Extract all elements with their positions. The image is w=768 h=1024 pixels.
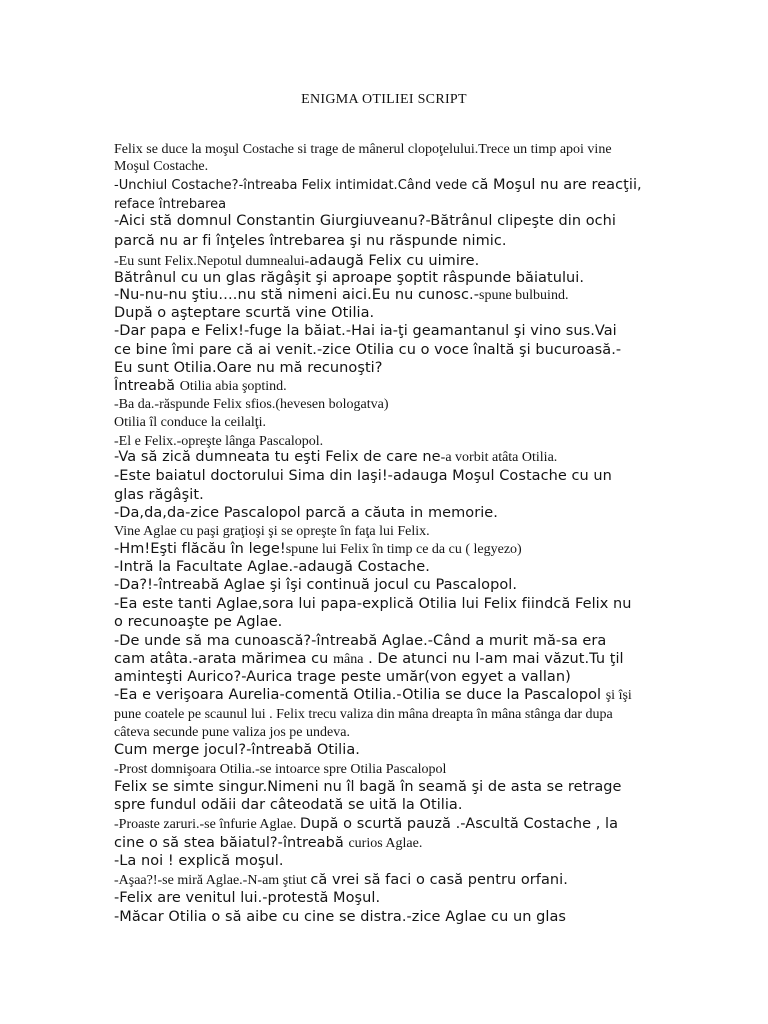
script-line-text: După o aşteptare scurtă vine Otilia.	[114, 305, 375, 321]
script-line-text: cam atâta.-arata mărimea cu	[114, 651, 334, 667]
script-line-text: Felix se simte singur.Nimeni nu îl bagă în seamă şi de asta se retrage	[114, 779, 622, 795]
script-line	[114, 467, 612, 485]
script-line-text: -Este baiatul doctorului Sima din Iaşi!-adauga Moşul Costache cu un	[114, 468, 612, 484]
script-line	[114, 760, 446, 778]
script-line	[114, 486, 204, 504]
script-line	[114, 232, 507, 250]
script-line-text: -Eu sunt Felix.Nepotul dumnealui-	[114, 254, 310, 269]
script-line	[114, 741, 360, 759]
script-line-text: -Intră la Facultate Aglae.-adaugă Costache.	[114, 559, 430, 575]
script-line	[114, 595, 632, 613]
script-line	[114, 796, 463, 814]
script-line-text: reface întrebarea	[114, 197, 227, 212]
script-line-text: câteva secunde pune valiza jos pe undeva.	[114, 725, 350, 740]
script-line	[114, 576, 517, 594]
script-line-text: Eu sunt Otilia.Oare nu mă recunoşti?	[114, 360, 383, 376]
script-line-text: spre fundul odăii dar câteodată se uită la Otilia.	[114, 797, 463, 813]
script-line-text: Moşul Costache.	[114, 159, 209, 174]
script-line	[114, 723, 350, 741]
script-line	[114, 286, 568, 304]
script-line-text: -Proaste zaruri.-se înfurie Aglae.	[114, 817, 300, 832]
script-line	[114, 558, 430, 576]
script-line-text: mâna	[333, 652, 364, 667]
script-line	[114, 778, 621, 796]
script-line-text: Bătrânul cu un glas răgâşit şi aproape şoptit râspunde băiatului.	[114, 270, 584, 286]
script-line-text: -a vorbit atâta Otilia.	[440, 450, 558, 465]
script-line-text: -Ea este tanti Aglae,sora lui papa-explică Otilia lui Felix fiindcă Felix nu	[114, 596, 632, 612]
script-line-text: curios Aglae.	[348, 836, 423, 851]
script-line-text: parcă nu ar fi înţeles întrebarea şi nu răspunde nimic.	[114, 233, 507, 249]
script-line	[114, 522, 430, 540]
script-line-text: -Aici stă domnul Constantin Giurgiuveanu?-Bătrânul clipeşte din ochi	[114, 213, 616, 229]
script-line	[114, 852, 283, 870]
script-line	[114, 359, 383, 377]
script-line-text: Vine Aglae cu paşi graţioşi şi se opreşte în faţa lui Felix.	[114, 524, 430, 539]
script-line-text: -Va să zică dumneata tu eşti Felix de care ne	[114, 449, 441, 465]
script-line	[114, 632, 606, 650]
script-line-text: glas răgâşit.	[114, 487, 204, 503]
script-line	[114, 269, 584, 287]
script-line-text: -Ba da.-răspunde Felix sfios.(hevesen bologatva)	[114, 397, 389, 412]
script-line	[114, 322, 617, 340]
script-line-text: Otilia abia şoptind.	[179, 379, 287, 394]
script-line-text: -El e Felix.-opreşte lânga Pascalopol.	[114, 434, 324, 449]
script-line	[114, 157, 208, 175]
script-line	[114, 815, 618, 833]
script-line	[114, 395, 388, 413]
script-line	[114, 504, 498, 522]
script-line-text: şi îşi	[605, 688, 632, 703]
script-line-text: pune coatele pe scaunul lui . Felix trecu valiza din mâna dreapta în mâna stânga dar dupa	[114, 707, 613, 722]
script-line	[114, 889, 380, 907]
script-line-text: După o scurtă pauză .-Ascultă Costache , la	[299, 816, 619, 832]
script-line	[114, 212, 616, 230]
script-line	[114, 650, 624, 668]
script-line-text: -Ea e verişoara Aurelia-comentă Otilia.-Otilia se duce la Pascalopol	[114, 687, 606, 703]
document-title: ENIGMA OTILIEI SCRIPT	[301, 92, 467, 107]
script-line-text: -Măcar Otilia o să aibe cu cine se distra.-zice Aglae cu un glas	[114, 909, 566, 925]
script-line-text: ce bine îmi pare că ai venit.-zice Otilia cu o voce înaltă şi bucuroasă.-	[114, 342, 622, 358]
script-line-text: -Da,da,da-zice Pascalopol parcă a căuta in memorie.	[114, 505, 498, 521]
script-line	[114, 252, 479, 270]
script-line	[114, 377, 287, 395]
script-line	[114, 341, 621, 359]
script-line-text: că Moşul nu are reacţii,	[471, 177, 642, 193]
script-line-text: -Dar papa e Felix!-fuge la băiat.-Hai ia-ţi geamantanul şi vino sus.Vai	[114, 323, 617, 339]
script-line	[114, 908, 566, 926]
script-line	[114, 705, 613, 723]
script-line-text: -Aşaa?!-se miră Aglae.-N-am ştiut	[114, 873, 311, 888]
script-line-text: -Prost domnişoara Otilia.-se intoarce spre Otilia Pascalopol	[114, 762, 447, 777]
script-line-text: Felix se duce la moşul Costache si trage de mânerul clopoţelului.Trece un timp apoi vine	[114, 142, 612, 157]
script-line-text: -De unde să ma cunoască?-întreabă Aglae.-Când a murit mă-sa era	[114, 633, 607, 649]
script-line-text: aminteşti Aurico?-Aurica trage peste umăr(von egyet a vallan)	[114, 669, 571, 685]
script-line-text: -Hm!Eşti flăcău în lege!	[114, 541, 286, 557]
script-line-text: că vrei să faci o casă pentru orfani.	[310, 872, 568, 888]
script-line-text: cine o să stea băiatul?-întreabă	[114, 835, 349, 851]
script-line-text: -Unchiul Costache?-întreaba Felix intimidat.Când vede	[114, 178, 472, 193]
script-line-text: . De atunci nu l-am mai văzut.Tu ţil	[363, 651, 624, 667]
script-line	[114, 304, 374, 322]
script-line	[114, 834, 422, 852]
script-line	[114, 613, 282, 631]
script-line	[114, 195, 226, 213]
script-line-text: Cum merge jocul?-întreabă Otilia.	[114, 742, 360, 758]
script-line-text: spune bulbuind.	[479, 288, 569, 303]
script-line-text: -La noi ! explică moşul.	[114, 853, 284, 869]
script-line	[114, 176, 642, 194]
script-line-text: -Da?!-întreabă Aglae şi îşi continuă jocul cu Pascalopol.	[114, 577, 518, 593]
script-line	[114, 413, 266, 431]
script-line	[114, 540, 522, 558]
script-line-text: Otilia îl conduce la ceilalţi.	[114, 415, 266, 430]
script-line	[114, 448, 557, 466]
script-line	[114, 140, 612, 158]
script-line-text: adaugă Felix cu uimire.	[309, 253, 480, 269]
script-line	[114, 871, 568, 889]
script-line	[114, 668, 571, 686]
script-line	[114, 686, 632, 704]
script-line-text: spune lui Felix în timp ce da cu ( legyezo)	[285, 542, 522, 557]
script-line-text: Întreabă	[114, 378, 180, 394]
script-line-text: -Nu-nu-nu ştiu….nu stă nimeni aici.Eu nu cunosc.-	[114, 287, 479, 303]
script-line-text: -Felix are venitul lui.-protestă Moşul.	[114, 890, 381, 906]
script-line-text: o recunoaşte pe Aglae.	[114, 614, 283, 630]
